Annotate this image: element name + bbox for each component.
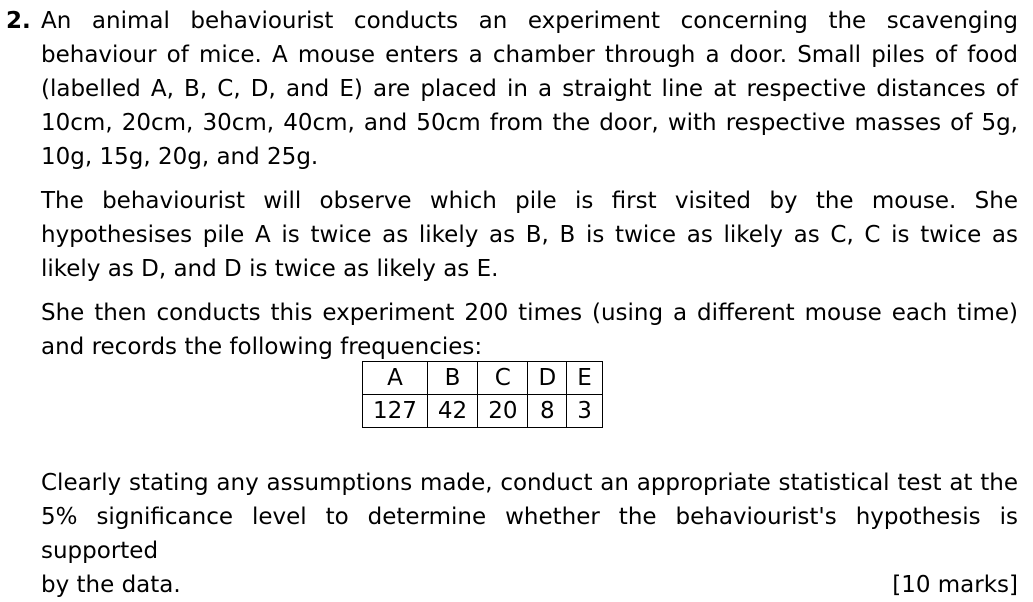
marks-label: [10 marks] <box>892 572 1018 598</box>
table-value-cell: 20 <box>478 395 528 428</box>
table-header-cell: A <box>363 362 428 395</box>
instruction-last-line <box>41 568 1018 602</box>
table-value-cell: 42 <box>427 395 477 428</box>
table-value-cell: 3 <box>567 395 603 428</box>
table-value-cell: 127 <box>363 395 428 428</box>
table-header-cell: B <box>427 362 477 395</box>
table-header-cell: D <box>528 362 567 395</box>
table-header-cell: C <box>478 362 528 395</box>
question-instruction <box>41 466 1018 602</box>
instruction-text: Clearly stating any assumptions made, conduct an appropriate statistical test at the 5% significance level to determine whether the behaviourist's hypothesis is supported <box>41 470 1018 564</box>
question-paragraph-3: She then conducts this experiment 200 times (using a different mouse each time) and records the following frequencies: <box>41 300 1018 360</box>
table-header-row <box>363 362 603 395</box>
question-paragraph-2: The behaviourist will observe which pile is first visited by the mouse. She hypothesises pile A is twice as likely as B, B is twice as likely as C, C is twice as likely as D, and D is twice as likely as E. <box>41 188 1018 282</box>
instruction-text-end: by the data. <box>41 572 181 598</box>
question-block <box>6 4 1018 364</box>
table-header-cell: E <box>567 362 603 395</box>
question-paragraph-1 <box>6 4 1018 174</box>
frequency-table-wrapper <box>362 361 603 428</box>
table-value-cell: 8 <box>528 395 567 428</box>
frequency-table <box>362 361 603 428</box>
question-number: 2. <box>6 8 31 34</box>
table-row <box>363 395 603 428</box>
paragraph-1-text: An animal behaviourist conducts an experiment concerning the scavenging behaviour of mice. A mouse enters a chamber through a door. Small piles of food (labelled A, B, C, D, and E) are placed in a straight line at respective distances of 10cm, 20cm, 30cm, 40cm, and 50cm from the door, with respective masses of 5g, 10g, 15g, 20g, and 25g. <box>41 8 1018 170</box>
